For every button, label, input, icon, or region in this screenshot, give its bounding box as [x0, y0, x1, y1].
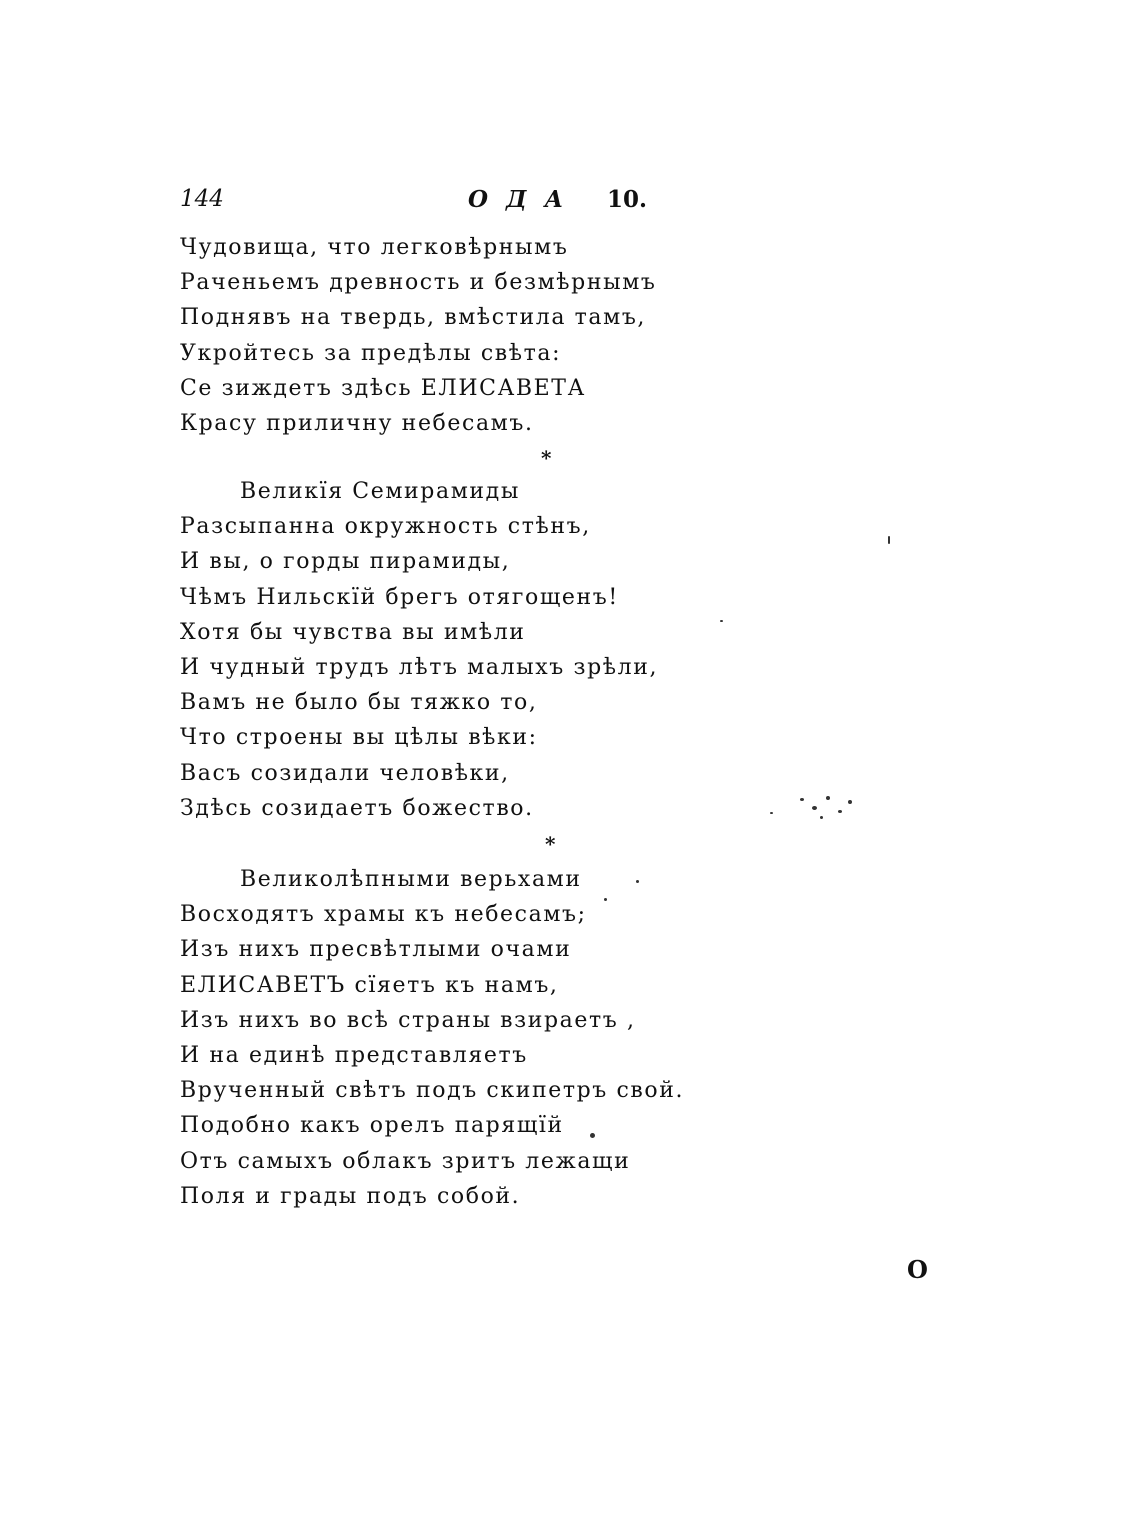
verse-line: Врученный свѣтъ подъ скипетръ свой. — [180, 1078, 685, 1104]
verse-line: Се зиждетъ здѣсь ЕЛИСАВЕТА — [180, 375, 586, 401]
scan-speck — [636, 880, 639, 883]
scan-speck — [820, 816, 823, 819]
scan-speck — [812, 806, 817, 810]
verse-line: И на единѣ представляетъ — [180, 1042, 528, 1068]
verse-line: Восходятъ храмы къ небесамъ; — [180, 902, 587, 928]
verse-line: И чудный трудъ лѣтъ малыхъ зрѣли, — [180, 654, 659, 680]
verse-line: Изъ нихъ пресвѣтлыми очами — [180, 937, 572, 963]
page-number: 144 — [180, 186, 224, 212]
scan-speck — [800, 798, 804, 801]
stanza-3 — [180, 862, 740, 1214]
stanza-2 — [180, 474, 740, 826]
verse-line: И вы, о горды пирамиды, — [180, 549, 511, 575]
scan-speck — [848, 800, 852, 804]
stanza-1 — [180, 230, 740, 441]
verse-line: Чѣмъ Нильскїй брегъ отягощенъ! — [180, 584, 619, 610]
verse-line: Хотя бы чувства вы имѣли — [180, 619, 526, 645]
scan-speck — [888, 536, 890, 544]
catchword: О — [907, 1255, 928, 1284]
verse-line: Вамъ не было бы тяжко то, — [180, 690, 538, 716]
verse-line: Чудовища, что легковѣрнымъ — [180, 235, 569, 260]
verse-line: Поднявъ на твердь, вмѣстила тамъ, — [180, 305, 647, 331]
scan-speck — [770, 812, 773, 814]
verse-line: Великїя Семирамиды — [240, 479, 520, 504]
verse-line: Укройтесь за предѣлы свѣта: — [180, 340, 562, 366]
stanza-divider: * — [541, 446, 552, 470]
verse-line: Разсыпанна окружность стѣнъ, — [180, 514, 591, 540]
verse-line: Великолѣпными верьхами — [240, 867, 582, 892]
verse-line: Поля и грады подъ собой. — [180, 1183, 521, 1209]
running-title: ОДА — [468, 186, 582, 213]
verse-line: Что строены вы цѣлы вѣки: — [180, 725, 538, 751]
scan-speck — [826, 796, 830, 800]
scan-speck — [604, 898, 607, 901]
ode-number: 10. — [607, 186, 648, 213]
scan-speck — [720, 620, 723, 622]
verse-line: Красу приличну небесамъ. — [180, 410, 534, 436]
verse-line: Раченьемъ древность и безмѣрнымъ — [180, 270, 657, 296]
scan-speck — [838, 810, 842, 813]
verse-line: ЕЛИСАВЕТЪ сїяетъ къ намъ, — [180, 972, 559, 998]
verse-line: Здѣсь созидаетъ божество. — [180, 795, 534, 821]
stanza-divider: * — [545, 832, 556, 856]
scan-speck — [590, 1133, 595, 1138]
verse-line: Подобно какъ орелъ парящїй — [180, 1113, 564, 1139]
verse-line: Изъ нихъ во всѣ страны взираетъ , — [180, 1007, 636, 1033]
verse-line: Отъ самыхъ облакъ зритъ лежащи — [180, 1148, 631, 1174]
verse-line: Васъ созидали человѣки, — [180, 760, 510, 786]
page-header — [180, 186, 650, 218]
